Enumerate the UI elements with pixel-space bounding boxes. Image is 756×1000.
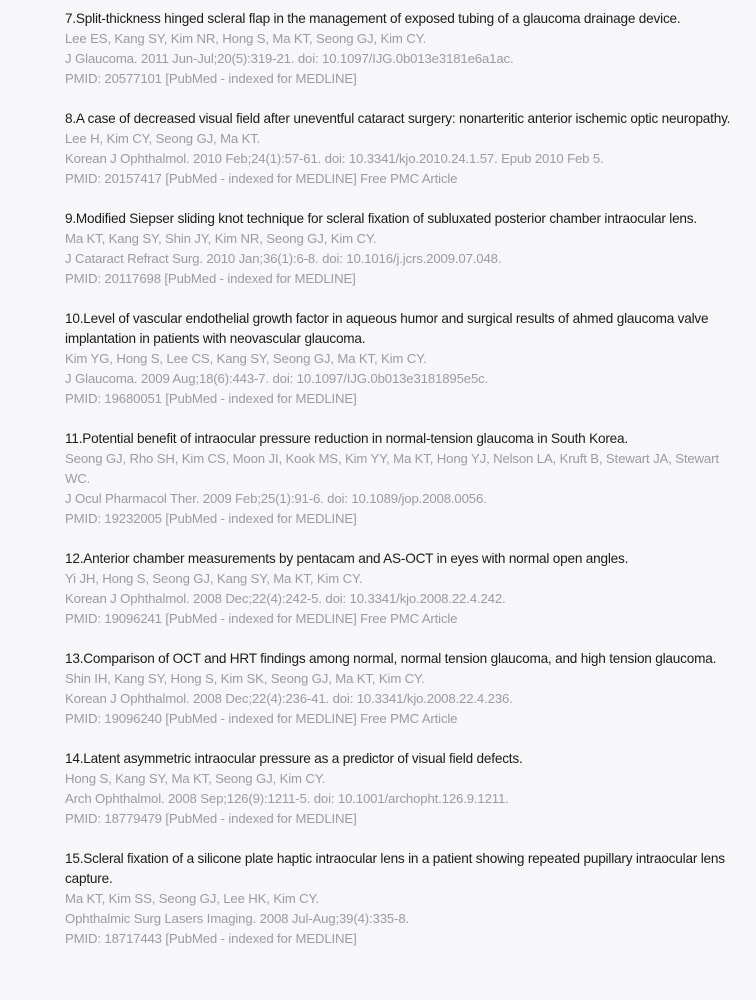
publication-item <box>65 549 742 629</box>
publication-citation: Ophthalmic Surg Lasers Imaging. 2008 Jul-Aug;39(4):335-8. <box>65 911 410 926</box>
publication-item <box>65 9 742 89</box>
publication-item <box>65 109 742 189</box>
publication-citation: J Ocul Pharmacol Ther. 2009 Feb;25(1):91-6. doi: 10.1089/jop.2008.0056. <box>65 491 487 506</box>
publication-citation: Arch Ophthalmol. 2008 Sep;126(9):1211-5. doi: 10.1001/archopht.126.9.1211. <box>65 791 509 806</box>
publication-pmid: PMID: 18779479 [PubMed - indexed for MEDLINE] <box>65 811 357 826</box>
publication-title[interactable]: 7.Split-thickness hinged scleral flap in the management of exposed tubing of a glaucoma drainage device. <box>65 11 681 26</box>
publication-item <box>65 429 742 529</box>
publication-title[interactable]: 9.Modified Siepser sliding knot technique for scleral fixation of subluxated posterior chamber intraocular lens. <box>65 211 697 226</box>
publication-pmid: PMID: 19232005 [PubMed - indexed for MEDLINE] <box>65 511 357 526</box>
publication-authors: Lee H, Kim CY, Seong GJ, Ma KT. <box>65 131 261 146</box>
publication-authors: Hong S, Kang SY, Ma KT, Seong GJ, Kim CY. <box>65 771 326 786</box>
publication-item <box>65 749 742 829</box>
publication-pmid: PMID: 20117698 [PubMed - indexed for MEDLINE] <box>65 271 356 286</box>
publication-title[interactable]: 14.Latent asymmetric intraocular pressure as a predictor of visual field defects. <box>65 751 523 766</box>
publication-citation: Korean J Ophthalmol. 2008 Dec;22(4):242-5. doi: 10.3341/kjo.2008.22.4.242. <box>65 591 506 606</box>
publication-citation: J Glaucoma. 2009 Aug;18(6):443-7. doi: 10.1097/IJG.0b013e3181895e5c. <box>65 371 489 386</box>
publication-citation: J Glaucoma. 2011 Jun-Jul;20(5):319-21. doi: 10.1097/IJG.0b013e3181e6a1ac. <box>65 51 514 66</box>
publication-authors: Shin IH, Kang SY, Hong S, Kim SK, Seong GJ, Ma KT, Kim CY. <box>65 671 425 686</box>
publication-title[interactable]: 15.Scleral fixation of a silicone plate haptic intraocular lens in a patient showing repeated pupillary intraocular lens capture. <box>65 851 725 886</box>
publication-authors: Ma KT, Kim SS, Seong GJ, Lee HK, Kim CY. <box>65 891 319 906</box>
publication-authors: Yi JH, Hong S, Seong GJ, Kang SY, Ma KT, Kim CY. <box>65 571 363 586</box>
publication-item <box>65 309 742 409</box>
publication-pmid: PMID: 18717443 [PubMed - indexed for MEDLINE] <box>65 931 357 946</box>
publication-item <box>65 649 742 729</box>
publication-title[interactable]: 8.A case of decreased visual field after uneventful cataract surgery: nonarteritic anterior ischemic optic neuropathy. <box>65 111 731 126</box>
publication-title[interactable]: 11.Potential benefit of intraocular pressure reduction in normal-tension glaucoma in South Korea. <box>65 431 628 446</box>
publication-title[interactable]: 13.Comparison of OCT and HRT findings among normal, normal tension glaucoma, and high tension glaucoma. <box>65 651 717 666</box>
publication-pmid: PMID: 20577101 [PubMed - indexed for MEDLINE] <box>65 71 357 86</box>
publication-pmid: PMID: 20157417 [PubMed - indexed for MEDLINE] Free PMC Article <box>65 171 458 186</box>
publication-title[interactable]: 12.Anterior chamber measurements by pentacam and AS-OCT in eyes with normal open angles. <box>65 551 629 566</box>
publication-authors: Kim YG, Hong S, Lee CS, Kang SY, Seong GJ, Ma KT, Kim CY. <box>65 351 427 366</box>
publication-pmid: PMID: 19680051 [PubMed - indexed for MEDLINE] <box>65 391 357 406</box>
publication-item <box>65 849 742 949</box>
publication-pmid: PMID: 19096241 [PubMed - indexed for MEDLINE] Free PMC Article <box>65 611 458 626</box>
publication-item <box>65 209 742 289</box>
publication-authors: Seong GJ, Rho SH, Kim CS, Moon JI, Kook MS, Kim YY, Ma KT, Hong YJ, Nelson LA, Kruft B, Stewart JA, Stewart WC. <box>65 451 719 486</box>
publication-citation: J Cataract Refract Surg. 2010 Jan;36(1):6-8. doi: 10.1016/j.jcrs.2009.07.048. <box>65 251 502 266</box>
publication-citation: Korean J Ophthalmol. 2008 Dec;22(4):236-41. doi: 10.3341/kjo.2008.22.4.236. <box>65 691 513 706</box>
publication-pmid: PMID: 19096240 [PubMed - indexed for MEDLINE] Free PMC Article <box>65 711 458 726</box>
publication-citation: Korean J Ophthalmol. 2010 Feb;24(1):57-61. doi: 10.3341/kjo.2010.24.1.57. Epub 2010 Feb 5. <box>65 151 604 166</box>
publication-title[interactable]: 10.Level of vascular endothelial growth factor in aqueous humor and surgical results of ahmed glaucoma valve implantation in patients with neovascular glaucoma. <box>65 311 709 346</box>
publication-authors: Ma KT, Kang SY, Shin JY, Kim NR, Seong GJ, Kim CY. <box>65 231 377 246</box>
publication-authors: Lee ES, Kang SY, Kim NR, Hong S, Ma KT, Seong GJ, Kim CY. <box>65 31 427 46</box>
